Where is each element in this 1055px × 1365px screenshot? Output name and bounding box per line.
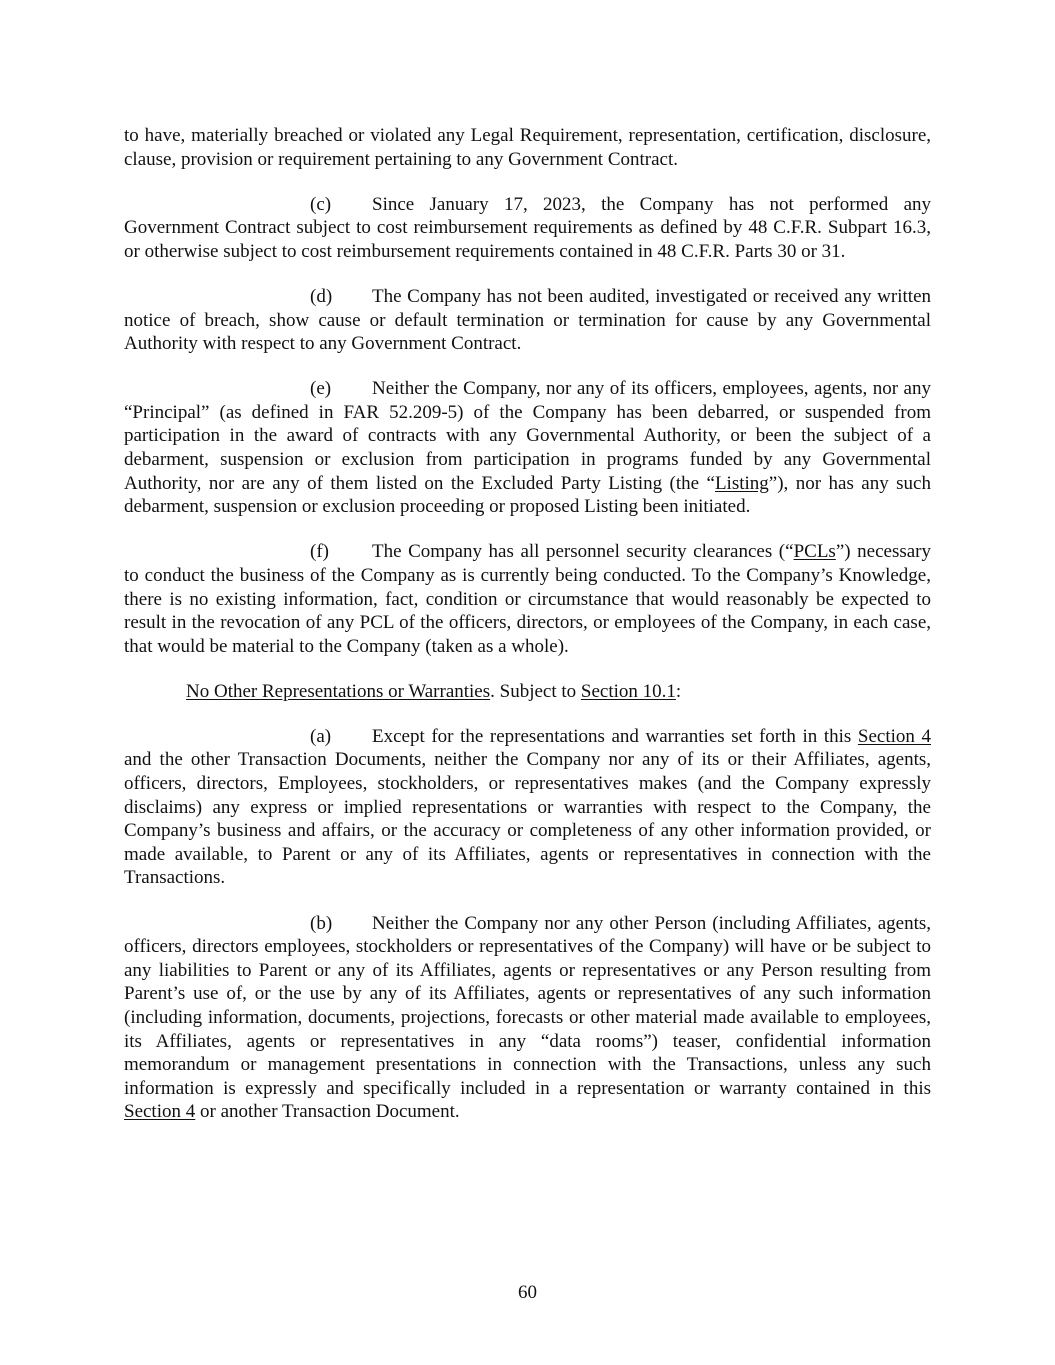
defined-term-pcls: PCLs — [793, 541, 836, 563]
section-reference: Section 4 — [857, 725, 931, 747]
section-reference: Section 4 — [124, 1101, 196, 1123]
heading-text: . Subject to — [490, 680, 581, 702]
clause-label: (f) — [310, 541, 329, 563]
clause-f — [124, 540, 931, 658]
clause-e — [124, 377, 931, 519]
clause-text: Except for the representations and warranties set forth in this — [372, 725, 858, 747]
clause-b — [124, 912, 931, 1124]
clause-label: (c) — [310, 193, 332, 215]
clause-label: (b) — [310, 912, 333, 934]
paragraph-continuation: to have, materially breached or violated any Legal Requirement, representation, certification, disclosure, clause, provision or requirement pertaining to any Government Contract. — [124, 125, 931, 170]
document-body — [124, 124, 931, 1145]
heading-text: : — [675, 680, 682, 702]
clause-text: Neither the Company, nor any of its officers, employees, agents, nor any “Principal” (as defined in FAR 52.209-5) of the Company has been debarred, or suspended from participation in the award of contracts with any Governmental Authority, or been the subject of a debarment, suspension or exclusion from participation in programs funded by any Governmental Authority, nor are any of them listed on the Excluded Party Listing (the “ — [124, 378, 931, 494]
clause-text: Neither the Company nor any other Person (including Affiliates, agents, officers, directors employees, stockholders or representatives of the Company) will have or be subject to any liabilities to Parent or any of its Affiliates, agents or representatives or any Person resulting from Parent’s use of, or the use by any of its Affiliates, agents or representatives of any such information (including information, documents, projections, forecasts or other material made available to employees, its Affiliates, agents or representatives in any “data rooms”) teaser, confidential information memorandum or management presentations in connection with the Transactions, unless any such information is expressly and specifically included in a representation or warranty contained in this — [124, 912, 931, 1099]
clause-text: and the other Transaction Documents, neither the Company nor any of its or their Affiliates, agents, officers, directors, Employees, stockholders, or representatives makes (and the Company expressly disclaims) any express or implied representations or warranties with respect to the Company, the Company’s business and affairs, or the accuracy or completeness of any other information provided, or made available, to Parent or any of its Affiliates, agents or representatives in connection with the Transactions. — [124, 749, 931, 889]
clause-label: (d) — [310, 285, 333, 307]
clause-text: The Company has all personnel security clearances (“ — [372, 541, 794, 563]
clause-label: (a) — [310, 725, 332, 747]
clause-label: (e) — [310, 378, 332, 400]
clause-text: The Company has not been audited, investigated or received any written notice of breach, show cause or default termination or termination for cause by any Governmental Authority with respect to any Government Contract. — [124, 285, 931, 355]
section-reference: Section 10.1 — [580, 680, 676, 702]
page-number: 60 — [518, 1282, 537, 1303]
clause-text: ”) necessary to conduct the business of the Company as is currently being conducted. To the Company’s Knowledge, there is no existing information, fact, condition or circumstance that would reasonably be expected to result in the revocation of any PCL of the officers, directors, or employees of the Company, in each case, that would be material to the Company (taken as a whole). — [124, 541, 932, 657]
section-heading-paragraph — [124, 680, 931, 704]
clause-c — [124, 193, 931, 264]
clause-text: ”), nor has any such debarment, suspension or exclusion proceeding or proposed Listing been initiated. — [124, 472, 931, 518]
clause-a — [124, 725, 931, 890]
clause-d — [124, 285, 931, 356]
clause-text: Since January 17, 2023, the Company has not performed any Government Contract subject to cost reimbursement requirements as defined by 48 C.F.R. Subpart 16.3, or otherwise subject to cost reimbursement requirements contained in 48 C.F.R. Parts 30 or 31. — [124, 193, 931, 262]
defined-term-listing: Listing — [714, 472, 769, 494]
section-heading: No Other Representations or Warranties — [186, 680, 491, 702]
clause-text: or another Transaction Document. — [195, 1101, 460, 1123]
